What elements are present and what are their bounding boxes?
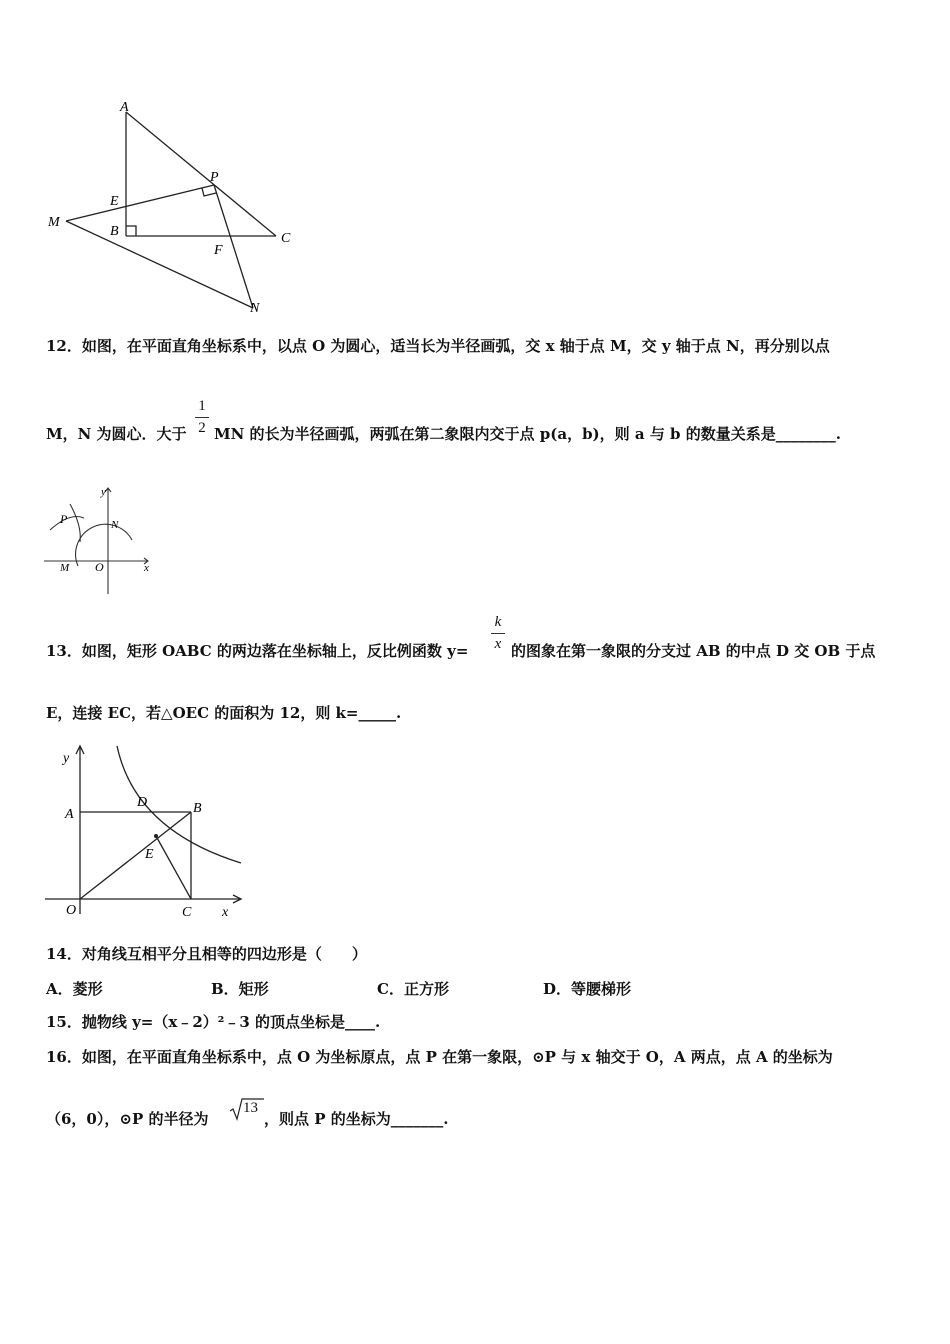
figure-triangle-mpn bbox=[40, 95, 310, 325]
q12-line1: 12．如图，在平面直角坐标系中，以点 O 为圆心，适当长为半径画弧，交 x 轴于点 M，交 y 轴于点 N，再分别以点 bbox=[46, 337, 830, 355]
segment-mp bbox=[66, 185, 214, 221]
point-e bbox=[154, 834, 158, 838]
q13-line1-post: 的图象在第一象限的分支过 AB 的中点 D 交 OB 于点 bbox=[511, 642, 876, 660]
label-b: B bbox=[110, 224, 119, 239]
q13-frac-den: x bbox=[494, 636, 502, 652]
q13-line2: E，连接 EC，若△OEC 的面积为 12，则 k=_____. bbox=[46, 704, 402, 722]
segment-ob bbox=[80, 812, 191, 899]
segment-ac bbox=[126, 112, 276, 236]
figure-compass-construction bbox=[40, 482, 160, 597]
q14-option-b[interactable]: B．矩形 bbox=[211, 980, 269, 998]
q15-text: 15．抛物线 y=（x﹣2）²﹣3 的顶点坐标是____. bbox=[46, 1013, 381, 1031]
fig3-label-y: y bbox=[63, 751, 70, 766]
fig2-label-n: N bbox=[111, 519, 119, 531]
q16-line1: 16．如图，在平面直角坐标系中，点 O 为坐标原点，点 P 在第一象限，⊙P 与 x 轴交于 O，A 两点，点 A 的坐标为 bbox=[46, 1048, 833, 1066]
fig2-label-o: O bbox=[95, 560, 104, 574]
q13-line1-pre: 13．如图，矩形 OABC 的两边落在坐标轴上，反比例函数 y= bbox=[46, 642, 469, 660]
q12-frac-den: 2 bbox=[198, 420, 206, 436]
arc-from-n bbox=[70, 504, 80, 542]
label-n: N bbox=[250, 301, 260, 316]
fig3-label-c: C bbox=[182, 905, 192, 920]
fig3-label-a: A bbox=[65, 807, 74, 822]
q16-radicand: 13 bbox=[243, 1100, 258, 1116]
arc-mn bbox=[76, 524, 132, 566]
segment-mn bbox=[66, 221, 253, 308]
label-c: C bbox=[281, 231, 291, 246]
fig2-label-m: M bbox=[60, 562, 70, 574]
q13-fraction bbox=[491, 614, 505, 653]
q14-option-d[interactable]: D．等腰梯形 bbox=[543, 980, 632, 998]
label-f: F bbox=[214, 243, 223, 258]
q14-option-a[interactable]: A．菱形 bbox=[46, 980, 103, 998]
fig2-label-p: P bbox=[60, 512, 68, 526]
q12-fraction bbox=[195, 398, 209, 437]
q14-stem: 14．对角线互相平分且相等的四边形是（ ） bbox=[46, 945, 367, 963]
label-m: M bbox=[48, 215, 60, 230]
label-e: E bbox=[110, 194, 119, 209]
fig3-label-b: B bbox=[193, 801, 202, 816]
q16-line2-pre: （6，0），⊙P 的半径为 bbox=[46, 1110, 209, 1128]
hyperbola-branch bbox=[117, 746, 241, 863]
fig3-label-o: O bbox=[66, 903, 77, 918]
q12-frac-num: 1 bbox=[198, 398, 206, 414]
fig3-label-d: D bbox=[137, 795, 148, 810]
label-p: P bbox=[210, 170, 219, 185]
q16-line2-post: ，则点 P 的坐标为_______. bbox=[264, 1110, 449, 1128]
fig3-label-e: E bbox=[145, 847, 154, 862]
right-angle-p bbox=[202, 188, 216, 196]
fig2-label-x: x bbox=[144, 562, 149, 574]
q14-option-c[interactable]: C．正方形 bbox=[377, 980, 449, 998]
right-angle-b bbox=[126, 226, 136, 236]
figure-rectangle-hyperbola bbox=[45, 742, 245, 922]
label-a: A bbox=[120, 100, 129, 115]
q13-frac-num: k bbox=[494, 614, 502, 630]
segment-ec bbox=[156, 836, 191, 899]
fig3-label-x: x bbox=[222, 905, 229, 920]
q12-line2-pre: M，N 为圆心．大于 bbox=[46, 425, 187, 443]
q12-line2-post: MN 的长为半径画弧，两弧在第二象限内交于点 p(a，b)，则 a 与 b 的数量关系是________. bbox=[214, 425, 841, 443]
fig2-label-y: y bbox=[101, 486, 106, 498]
